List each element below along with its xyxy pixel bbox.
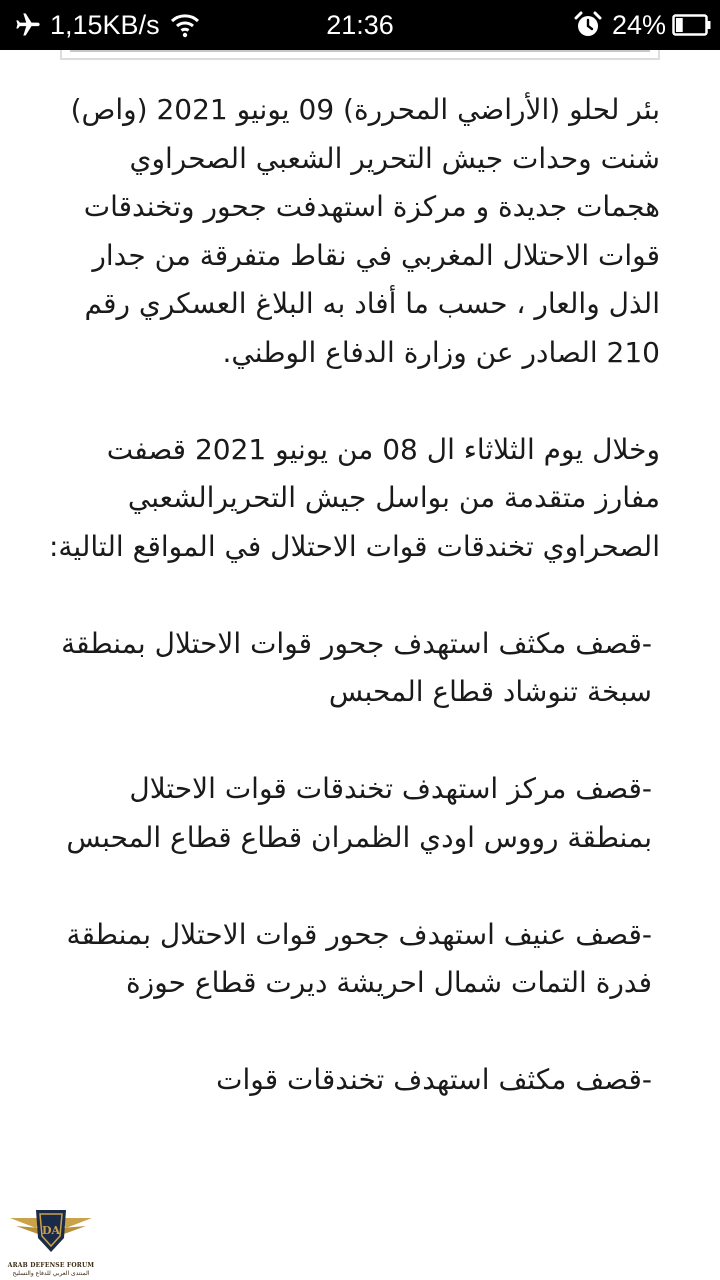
battery-icon bbox=[672, 0, 712, 50]
logo-badge-text: DA bbox=[41, 1224, 61, 1237]
network-speed: 1,15KB/s bbox=[50, 9, 160, 40]
arab-defense-forum-watermark bbox=[6, 1204, 96, 1280]
watermark-title: ARAB DEFENSE FORUM bbox=[7, 1262, 95, 1269]
article-paragraph: بئر لحلو (الأراضي المحررة) 09 يونيو 2021 (واص) شنت وحدات جيش التحرير الشعبي الصحراوي هجمات جديدة و مركزة استهدفت جحور وتخندقات قوات الاحتلال المغربي في نقاط متفرقة من جدار الذل والعار ، حسب ما أفاد به البلاغ العسكري رقم 210 الصادر عن وزارة الدفاع الوطني. bbox=[70, 93, 660, 369]
list-item: -قصف مركز استهدف تخندقات قوات الاحتلال بمنطقة رووس اودي الظمران قطاع قطاع المحبس bbox=[66, 772, 652, 854]
status-bar bbox=[0, 0, 720, 50]
article-paragraph: وخلال يوم الثلاثاء ال 08 من يونيو 2021 قصفت مفارز متقدمة من بواسل جيش التحريرالشعبي الصحراوي تخندقات قوات الاحتلال في المواقع التالية: bbox=[48, 432, 660, 563]
alarm-clock-icon bbox=[573, 0, 603, 50]
clock-time: 21:36 bbox=[326, 9, 394, 40]
wifi-icon bbox=[170, 0, 200, 50]
frame-divider bbox=[70, 50, 650, 52]
list-item: -قصف مكثف استهدف جحور قوات الاحتلال بمنطقة سبخة تنوشاد قطاع المحبس bbox=[61, 626, 652, 708]
content-frame-border bbox=[60, 50, 660, 60]
list-item: -قصف عنيف استهدف جحور قوات الاحتلال بمنطقة فدرة التمات شمال احريشة ديرت قطاع حوزة bbox=[66, 917, 652, 999]
list-item: -قصف مكثف استهدف تخندقات قوات bbox=[216, 1063, 652, 1096]
article-body bbox=[40, 86, 660, 1105]
watermark-subtitle: المنتدى العربي للدفاع والتسليح bbox=[12, 1270, 90, 1277]
battery-percent: 24% bbox=[612, 9, 667, 40]
eagle-shield-logo-icon bbox=[6, 1204, 96, 1262]
airplane-icon bbox=[14, 0, 42, 50]
